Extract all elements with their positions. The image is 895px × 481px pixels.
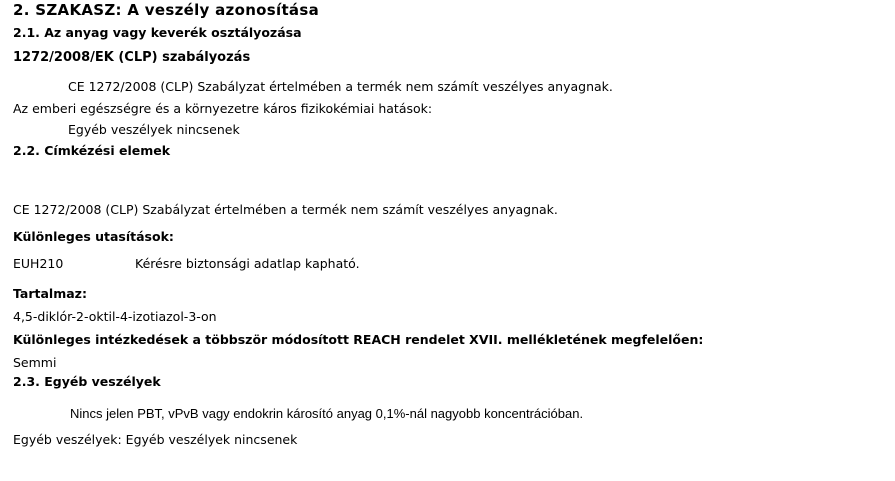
section-2-2-heading: 2.2. Címkézési elemek	[13, 143, 171, 158]
contains-heading: Tartalmaz:	[13, 286, 87, 301]
euh-code: EUH210	[13, 256, 64, 271]
physicochemical-effects-value: Egyéb veszélyek nincsenek	[68, 122, 240, 137]
labelling-clp-statement: CE 1272/2008 (CLP) Szabályzat értelmében a termék nem számít veszélyes anyagnak.	[13, 202, 558, 217]
euh-phrase: Kérésre biztonsági adatlap kapható.	[135, 256, 360, 271]
reach-restrictions-value: Semmi	[13, 355, 57, 370]
clp-regulation-heading: 1272/2008/EK (CLP) szabályozás	[13, 50, 251, 65]
section-2-heading: 2. SZAKASZ: A veszély azonosítása	[13, 1, 319, 19]
reach-restrictions-heading: Különleges intézkedések a többször módosított REACH rendelet XVII. mellékletének megfelelően:	[13, 332, 704, 347]
physicochemical-effects-label: Az emberi egészségre és a környezetre káros fizikokémiai hatások:	[13, 101, 433, 116]
other-hazards-statement: Egyéb veszélyek: Egyéb veszélyek nincsenek	[13, 432, 298, 447]
pbt-statement: Nincs jelen PBT, vPvB vagy endokrin károsító anyag 0,1%-nál nagyobb koncentrációban.	[70, 406, 584, 421]
contains-substance: 4,5-diklór-2-oktil-4-izotiazol-3-on	[13, 309, 217, 324]
section-2-1-heading: 2.1. Az anyag vagy keverék osztályozása	[13, 25, 302, 40]
special-instructions-heading: Különleges utasítások:	[13, 229, 174, 244]
section-2-3-heading: 2.3. Egyéb veszélyek	[13, 374, 161, 389]
clp-classification-statement: CE 1272/2008 (CLP) Szabályzat értelmében a termék nem számít veszélyes anyagnak.	[68, 79, 613, 94]
